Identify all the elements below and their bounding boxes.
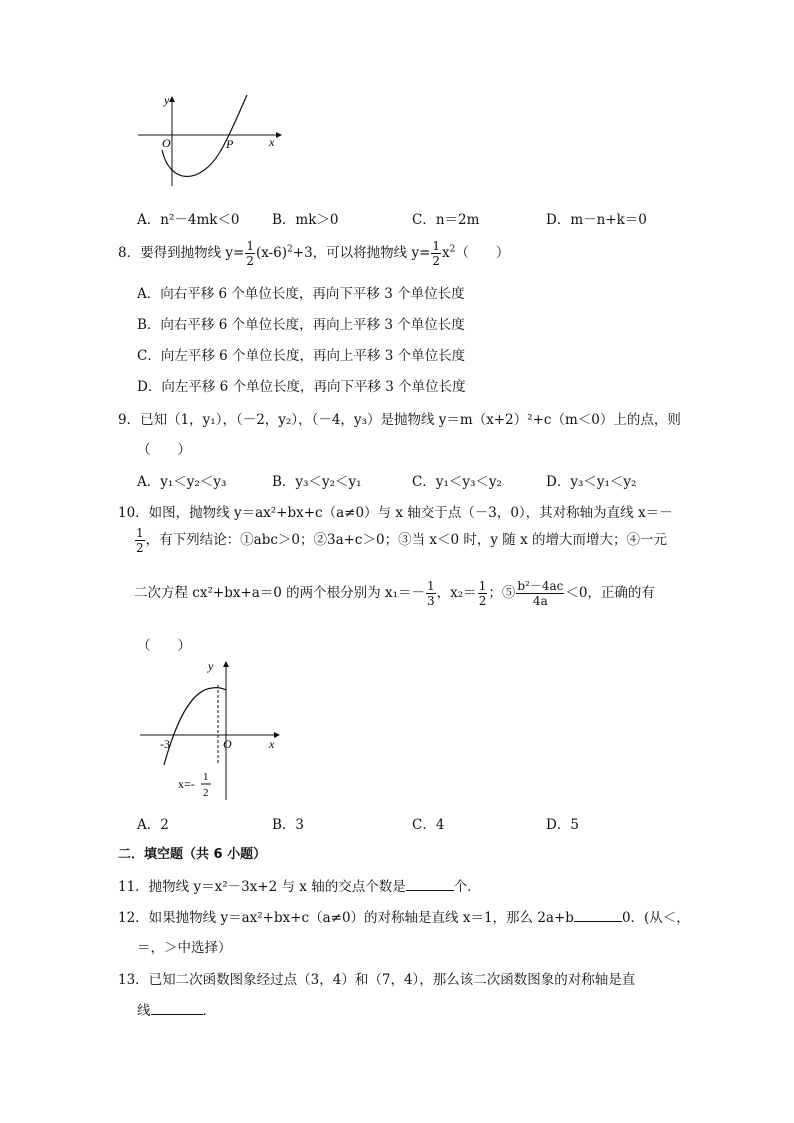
q10-line-2-text: ，有下列结论：①abc＞0；②3a+c＞0；③当 x＜0 时，y 随 x 的增大而增大；④一元 [145,532,667,548]
q10-axis-fraction: $\frac{1}{2}$ [136,526,144,555]
q12-line-2: ＝，＞中选择） [137,940,232,956]
q13-line-1: 13．已知二次函数图象经过点（3，4）和（7，4），那么该二次函数图象的对称轴是直 [118,972,636,988]
q8-stem: 8．要得到抛物线 y= $\frac{1}{2}$ $(x-6)^2+3$，可以将抛物线 y= $\frac{1}{2}$ $x^2$（ ） [118,239,510,268]
q9-option-d: D．y₃＜y₁＜y₂ [546,474,637,490]
q13-answer-blank[interactable] [151,1002,203,1015]
axis-label: x=- [178,777,195,791]
q8-stem-mid1: (x-6) [255,245,288,261]
x-label: x [269,135,275,149]
q7-option-b: B．mk＞0 [272,212,339,228]
q10-root-2: $\frac{1}{2}$ [478,579,487,608]
q10-paren: （ ） [137,638,191,654]
origin-label: O [223,737,232,751]
q10-option-a: A．2 [137,817,169,833]
q11-post: 个． [453,879,481,895]
q7-option-a: A．n²－4mk＜0 [137,212,240,228]
q12-post: 0．(从＜， [621,910,690,926]
axis-den: 2 [203,787,209,799]
neg-3-label: -3 [160,737,170,751]
q10-line-3-post: ＜0，正确的有 [565,585,655,601]
q8-option-a: A．向右平移 6 个单位长度，再向下平移 3 个单位长度 [137,286,465,302]
q7-option-d: D．m－n+k＝0 [546,212,647,228]
q13-line-2-post: ． [202,1003,216,1019]
q11 [118,875,481,895]
q8-fraction-1: $\frac{1}{2}$ [246,239,254,268]
q10-line-3-pre: 二次方程 cx²+bx+a＝0 的两个根分别为 x₁＝－ [134,585,426,601]
y-label: y [164,93,170,107]
q9-option-b: B．y₃＜y₂＜y₁ [272,474,362,490]
q8-option-d: D．向左平移 6 个单位长度，再向下平移 3 个单位长度 [137,379,466,395]
q8-stem-post: x [442,245,450,261]
q10-option-c: C．4 [412,817,445,833]
q9-option-a: A．y₁＜y₂＜y₃ [137,474,227,490]
q10-line-1: 10．如图，抛物线 y＝ax²+bx+c（a≠0）与 x 轴交于点（－3，0），其对称轴为直线 x＝－ [118,505,673,521]
y-label: y [208,659,214,673]
section-heading: 二．填空题（共 6 小题） [118,847,267,862]
q10-line-3-mid: ，x₂＝ [436,585,477,601]
q10-line-3 [134,580,655,607]
q10-option-d: D．5 [546,817,579,833]
parabola-curve [162,95,247,177]
q10-line-2 [134,527,667,554]
q8-paren: （ ） [455,245,510,261]
q8-stem-mid2: +3，可以将抛物线 y= [292,245,431,261]
q10-discriminant-fraction: $\frac{\text{b²－4ac}}{4a}$ [517,579,564,608]
q10-line-3-mid2: ；⑤ [488,585,516,601]
q7-option-c: C．n＝2m [412,212,480,228]
q9-option-c: C．y₁＜y₃＜y₂ [412,474,502,490]
q10-root-1: $\frac{1}{3}$ [427,579,435,608]
q8-option-c: C．向左平移 6 个单位长度，再向上平移 3 个单位长度 [137,348,466,364]
axis-num: 1 [203,771,209,783]
q8-stem-pre: 8．要得到抛物线 y= [118,245,245,261]
q10-option-b: B．3 [272,817,305,833]
q8-fraction-2: $\frac{1}{2}$ [432,239,441,268]
q9-stem: 9．已知（1，y₁），（－2，y₂），（－4，y₃）是抛物线 y＝m（x+2）²+c（m＜0）上的点，则 [118,412,681,428]
q11-answer-blank[interactable] [406,878,454,891]
q12-answer-blank[interactable] [574,909,622,922]
q13-line-2 [137,999,216,1019]
parabola-figure-2 [130,655,290,805]
parabola-figure-1 [130,90,290,190]
q12-line-1 [118,906,690,926]
x-label: x [269,737,275,751]
point-p-label: P [226,137,234,151]
q13-line-2-pre: 线 [137,1003,151,1019]
q12-pre: 12．如果抛物线 y＝ax²+bx+c（a≠0）的对称轴是直线 x＝1，那么 2a+b [118,910,574,926]
q11-pre: 11．抛物线 y＝x²－3x+2 与 x 轴的交点个数是 [118,879,406,895]
parabola-curve [164,688,226,765]
q9-paren: （ ） [137,442,191,458]
origin-label: O [162,136,171,150]
q8-option-b: B．向右平移 6 个单位长度，再向上平移 3 个单位长度 [137,317,465,333]
